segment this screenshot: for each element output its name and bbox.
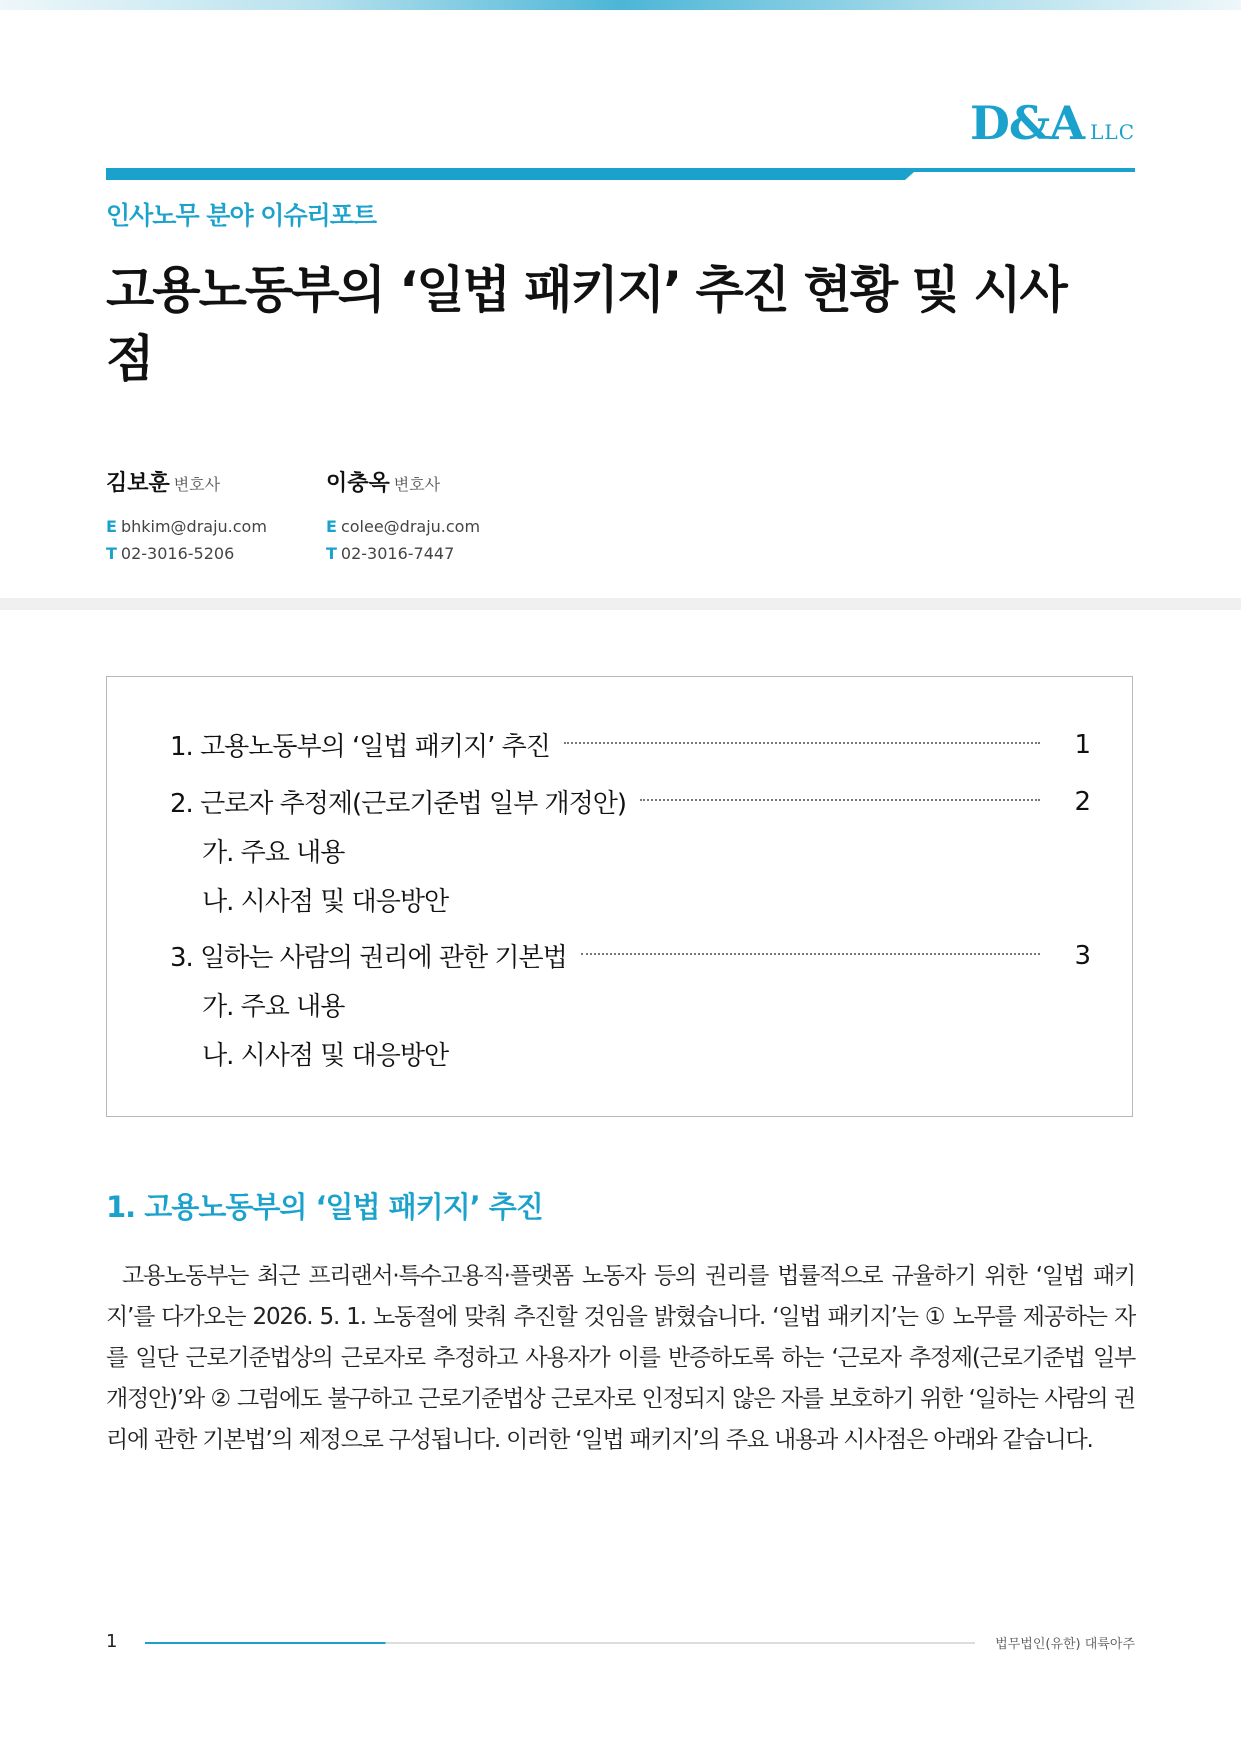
toc-page-number: 3 (1074, 940, 1090, 971)
section-body-paragraph: 고용노동부는 최근 프리랜서·특수고용직·플랫폼 노동자 등의 권리를 법률적으로 규율하기 위한 ‘일법 패키지’를 다가오는 2026. 5. 1. 노동절에 맞춰 추진할 것임을 밝혔습니다. ‘일법 패키지’는 ① 노무를 제공하는 자를 일단 근로기준법상의 근로자로 추정하고 사용자가 이를 반증하도록 하는 ‘근로자 추정제(근로기준법 일부 개정안)’와 ② 그럼에도 불구하고 근로기준법상 근로자로 인정되지 않은 자를 보호하기 위한 ‘일하는 사람의 권리에 관한 기본법’의 제정으로 구성됩니다. 이러한 ‘일법 패키지’의 주요 내용과 시사점은 아래와 같습니다. (106, 1263, 1135, 1453)
email-label: E (326, 517, 337, 536)
table-of-contents (106, 676, 1133, 1117)
toc-subitem[interactable]: 나. 시사점 및 대응방안 (202, 887, 449, 917)
page-title: 고용노동부의 ‘일법 패키지’ 추진 현황 및 시사점 (106, 261, 1066, 388)
footer-rule (145, 1642, 975, 1644)
toc-subitem[interactable]: 나. 시사점 및 대응방안 (202, 1041, 449, 1071)
toc-item-label: 3. 일하는 사람의 권리에 관한 기본법 (170, 943, 567, 973)
toc-leader-dots (564, 742, 1040, 744)
toc-item[interactable] (170, 937, 1090, 974)
toc-page-number: 2 (1074, 786, 1090, 817)
footer-page-number: 1 (106, 1631, 118, 1652)
toc-item-label: 2. 근로자 추정제(근로기준법 일부 개정안) (170, 789, 627, 819)
author-name: 이충옥 (326, 471, 390, 496)
toc-subitem[interactable]: 가. 주요 내용 (202, 992, 345, 1022)
author-card (106, 466, 267, 567)
author-name: 김보훈 (106, 471, 170, 496)
author-role: 변호사 (393, 475, 441, 494)
firm-logo (970, 96, 1135, 150)
author-email-link[interactable]: colee@draju.com (340, 517, 481, 536)
toc-item[interactable] (170, 726, 1090, 763)
toc-leader-dots (640, 799, 1040, 801)
header-accent-rule (106, 164, 1135, 180)
toc-leader-dots (581, 953, 1040, 955)
logo-main-text: D&A (970, 96, 1085, 150)
email-label: E (106, 517, 117, 536)
tel-label: T (326, 544, 337, 563)
author-tel: 02-3016-5206 (120, 544, 235, 563)
author-email-link[interactable]: bhkim@draju.com (120, 517, 267, 536)
toc-item-label: 1. 고용노동부의 ‘일법 패키지’ 추진 (170, 732, 550, 762)
toc-page-number: 1 (1074, 729, 1090, 760)
toc-item[interactable] (170, 783, 1090, 820)
author-tel: 02-3016-7447 (340, 544, 455, 563)
toc-subitem[interactable]: 가. 주요 내용 (202, 838, 345, 868)
footer-firm-name: 법무법인(유한) 대륙아주 (995, 1637, 1135, 1652)
report-category: 인사노무 분야 이슈리포트 (106, 201, 377, 230)
section-heading: 1. 고용노동부의 ‘일법 패키지’ 추진 (106, 1190, 543, 1224)
top-gradient-bar (0, 0, 1241, 10)
logo-sub-text: LLC (1090, 120, 1135, 144)
tel-label: T (106, 544, 117, 563)
author-card (326, 466, 480, 567)
section-separator-band (0, 598, 1241, 610)
author-role: 변호사 (173, 475, 221, 494)
